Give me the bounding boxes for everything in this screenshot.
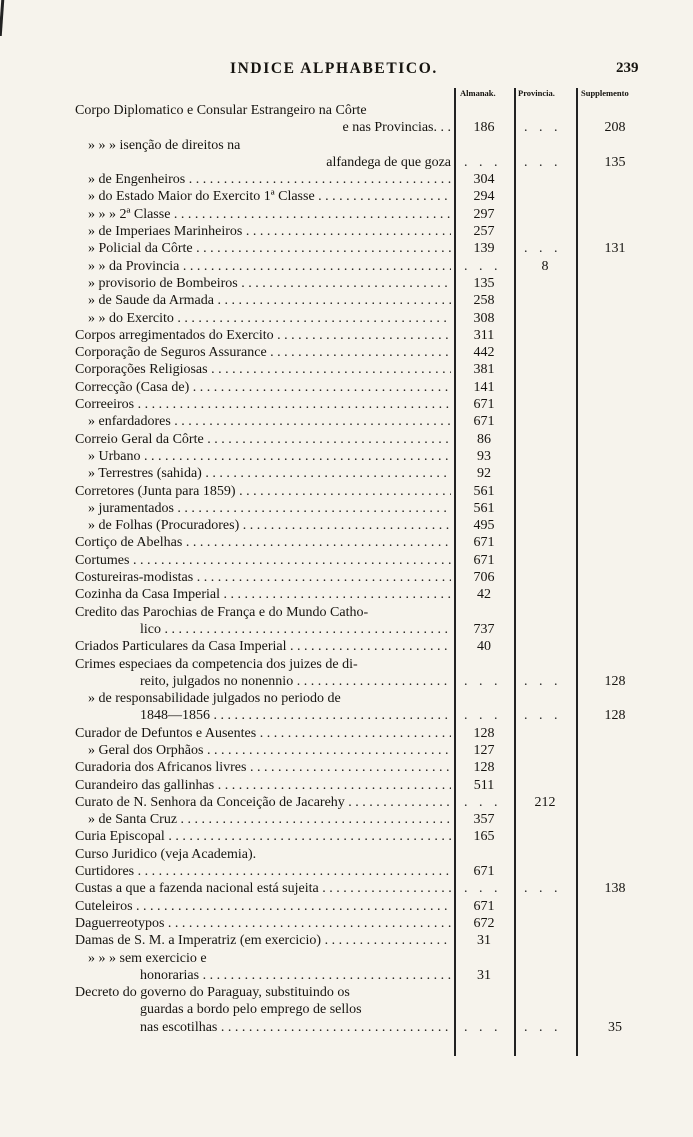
index-entry-label: Daguerreotypos . . . [75,915,451,932]
index-entry-row [0,1001,693,1018]
index-entry-label: Costureiras-modistas . . . [75,569,451,586]
almanak-page-number: 561 [473,483,495,499]
almanak-page-number: 258 [473,293,495,309]
supplemento-page-number: 138 [604,881,626,897]
index-entry-label: Corpos arregimentados do Exercito . . . [75,327,451,344]
index-entry-label: Corpo Diplomatico e Consular Estrangeiro na Côrte [75,103,367,118]
index-entry-row [0,119,693,136]
almanak-filler-dots: . . . [464,154,502,170]
almanak-page-number: 442 [473,345,495,361]
index-entry-row [0,413,693,430]
almanak-page-number: 86 [477,431,491,447]
almanak-page-number: 186 [473,120,495,136]
supplemento-page-number: 128 [604,673,626,689]
provincia-filler-dots: . . . [524,154,562,170]
provincia-filler-dots: . . . [524,881,562,897]
almanak-filler-dots: . . . [464,673,502,689]
index-entry-label: Curtidores . . . [75,863,451,880]
index-entry-label: Credito das Parochias de França e do Mundo Catho- [75,604,369,620]
index-entry-row [0,777,693,794]
almanak-page-number: 40 [477,639,491,655]
index-entry-row [0,846,693,863]
index-entry-row [0,483,693,500]
index-entry-label: » do Estado Maior do Exercito 1ª Classe . . . [88,188,451,205]
index-entry-row [0,534,693,551]
index-entry-row [0,396,693,413]
index-entry-label: » » da Provincia . . . [88,258,451,275]
almanak-filler-dots: . . . [464,794,502,810]
index-entry-row [0,327,693,344]
index-entry-row [0,188,693,205]
page-title: INDICE ALPHABETICO. [230,60,438,77]
index-entry-label: » de Imperiaes Marinheiros . . . [88,223,451,240]
index-entry-row [0,137,693,154]
index-entry-row [0,223,693,240]
index-entry-row [0,707,693,724]
provincia-page-number: 212 [534,794,556,810]
almanak-page-number: 671 [473,898,495,914]
almanak-page-number: 672 [473,915,495,931]
index-entry-label: » » » sem exercicio e [88,950,207,966]
index-entry-row [0,621,693,638]
index-entry-label: Correcção (Casa de) . . . [75,379,451,396]
almanak-page-number: 381 [473,362,495,378]
supplemento-page-number: 35 [608,1019,622,1035]
index-entry-row [0,431,693,448]
almanak-page-number: 297 [473,206,495,222]
page-edge-mark [0,0,4,36]
almanak-page-number: 139 [473,241,495,257]
provincia-page-number: 8 [541,258,549,274]
column-header-provincia: Provincia. [518,88,555,98]
index-entry-label: Curato de N. Senhora da Conceição de Jacarehy . . . [75,794,451,811]
index-entries [0,102,693,1036]
provincia-filler-dots: . . . [524,241,562,257]
almanak-page-number: 304 [473,172,495,188]
provincia-filler-dots: . . . [524,120,562,136]
provincia-filler-dots: . . . [524,673,562,689]
index-entry-label: Decreto do governo do Paraguay, substituindo os [75,985,350,1001]
almanak-filler-dots: . . . [464,708,502,724]
almanak-page-number: 495 [473,518,495,534]
index-entry-label: Corporações Religiosas . . . [75,361,451,378]
index-entry-label: » de Santa Cruz . . . [88,811,451,828]
almanak-page-number: 165 [473,829,495,845]
almanak-page-number: 311 [473,327,495,343]
almanak-page-number: 671 [473,552,495,568]
index-entry-row [0,465,693,482]
almanak-page-number: 31 [477,967,491,983]
index-entry-label: honorarias . . . [140,967,451,984]
almanak-page-number: 31 [477,933,491,949]
almanak-page-number: 308 [473,310,495,326]
supplemento-page-number: 128 [604,708,626,724]
index-entry-row [0,673,693,690]
index-entry-row [0,984,693,1001]
index-entry-label: Curso Juridico (veja Academia). [75,846,257,862]
index-entry-label: » de Engenheiros . . . [88,171,451,188]
index-entry-label: » provisorio de Bombeiros . . . [88,275,451,292]
index-entry-label: Criados Particulares da Casa Imperial . . . [75,638,451,655]
index-entry-row [0,361,693,378]
index-entry-label: Cuteleiros . . . [75,898,451,915]
index-entry-row [0,863,693,880]
almanak-page-number: 671 [473,397,495,413]
almanak-filler-dots: . . . [464,881,502,897]
index-entry-row [0,950,693,967]
index-entry-row [0,517,693,534]
index-entry-label: » » do Exercito . . . [88,310,451,327]
almanak-page-number: 357 [473,812,495,828]
almanak-page-number: 92 [477,466,491,482]
index-entry-label: lico . . . [140,621,451,638]
index-entry-row [0,725,693,742]
index-entry-row [0,880,693,897]
almanak-page-number: 128 [473,760,495,776]
almanak-filler-dots: . . . [464,1019,502,1035]
index-entry-row [0,102,693,119]
almanak-page-number: 511 [473,777,495,793]
index-entry-row [0,967,693,984]
index-entry-row [0,206,693,223]
almanak-page-number: 671 [473,414,495,430]
column-header-supplemento: Supplemento [581,88,629,98]
index-entry-label: guardas a bordo pelo emprego de sellos [140,1002,362,1018]
index-entry-label: » de Saude da Armada . . . [88,292,451,309]
index-entry-label: Custas a que a fazenda nacional está sujeita . . . [75,880,451,897]
index-entry-label: » enfardadores . . . [88,413,451,430]
index-entry-label: Crimes especiaes da competencia dos juizes de di- [75,656,358,672]
almanak-page-number: 671 [473,535,495,551]
index-entry-label: » de responsabilidade julgados no periodo de [88,691,341,707]
almanak-page-number: 93 [477,448,491,464]
index-entry-label: » Terrestres (sahida) . . . [88,465,451,482]
index-entry-row [0,586,693,603]
index-entry-label: » Geral dos Orphãos . . . [88,742,451,759]
almanak-page-number: 128 [473,725,495,741]
provincia-filler-dots: . . . [524,708,562,724]
index-entry-row [0,690,693,707]
supplemento-page-number: 135 [604,154,626,170]
almanak-page-number: 737 [473,621,495,637]
index-entry-row [0,656,693,673]
index-entry-label: Cortiço de Abelhas . . . [75,534,451,551]
index-entry-label: 1848—1856 . . . [140,707,451,724]
almanak-page-number: 294 [473,189,495,205]
index-entry-row [0,240,693,257]
index-entry-row [0,915,693,932]
index-entry-label: nas escotilhas . . . [140,1019,451,1036]
supplemento-page-number: 208 [604,120,626,136]
almanak-page-number: 671 [473,864,495,880]
index-entry-row [0,310,693,327]
almanak-page-number: 127 [473,742,495,758]
index-entry-row [0,932,693,949]
index-entry-label: » Policial da Côrte . . . [88,240,451,257]
index-entry-label: Corretores (Junta para 1859) . . . [75,483,451,500]
index-entry-row [0,828,693,845]
index-entry-row [0,154,693,171]
index-entry-row [0,759,693,776]
index-entry-label: e nas Provincias. . . [342,120,451,136]
index-entry-label: » » » isenção de direitos na [88,137,241,153]
index-entry-row [0,275,693,292]
index-entry-row [0,811,693,828]
index-entry-label: alfandega de que goza [326,154,451,170]
column-header-almanak: Almanak. [460,88,496,98]
almanak-filler-dots: . . . [464,258,502,274]
index-entry-label: Curia Episcopal . . . [75,828,451,845]
index-entry-label: reito, julgados no nonennio . . . [140,673,451,690]
index-entry-row [0,500,693,517]
index-entry-row [0,569,693,586]
index-entry-row [0,1019,693,1036]
index-entry-row [0,292,693,309]
index-entry-label: » Urbano . . . [88,448,451,465]
index-entry-label: » juramentados . . . [88,500,451,517]
almanak-page-number: 561 [473,500,495,516]
almanak-page-number: 706 [473,570,495,586]
almanak-page-number: 257 [473,224,495,240]
index-entry-row [0,344,693,361]
almanak-page-number: 135 [473,275,495,291]
provincia-filler-dots: . . . [524,1019,562,1035]
index-entry-row [0,794,693,811]
index-entry-row [0,604,693,621]
index-entry-row [0,171,693,188]
index-entry-label: » de Folhas (Procuradores) . . . [88,517,451,534]
index-entry-label: Curador de Defuntos e Ausentes . . . [75,725,451,742]
almanak-page-number: 141 [473,379,495,395]
index-entry-row [0,379,693,396]
supplemento-page-number: 131 [604,241,626,257]
index-entry-label: Corporação de Seguros Assurance . . . [75,344,451,361]
index-entry-label: Correio Geral da Côrte . . . [75,431,451,448]
page-number: 239 [616,60,639,76]
index-entry-label: Cozinha da Casa Imperial . . . [75,586,451,603]
almanak-page-number: 42 [477,587,491,603]
index-entry-row [0,742,693,759]
index-entry-row [0,258,693,275]
index-entry-row [0,448,693,465]
index-entry-label: Cortumes . . . [75,552,451,569]
index-entry-row [0,898,693,915]
index-entry-row [0,552,693,569]
index-entry-label: Curandeiro das gallinhas . . . [75,777,451,794]
index-entry-label: Curadoria dos Africanos livres . . . [75,759,451,776]
index-entry-label: Damas de S. M. a Imperatriz (em exercicio) . . . [75,932,451,949]
index-entry-label: » » » 2ª Classe . . . [88,206,451,223]
index-entry-row [0,638,693,655]
index-entry-label: Correeiros . . . [75,396,451,413]
